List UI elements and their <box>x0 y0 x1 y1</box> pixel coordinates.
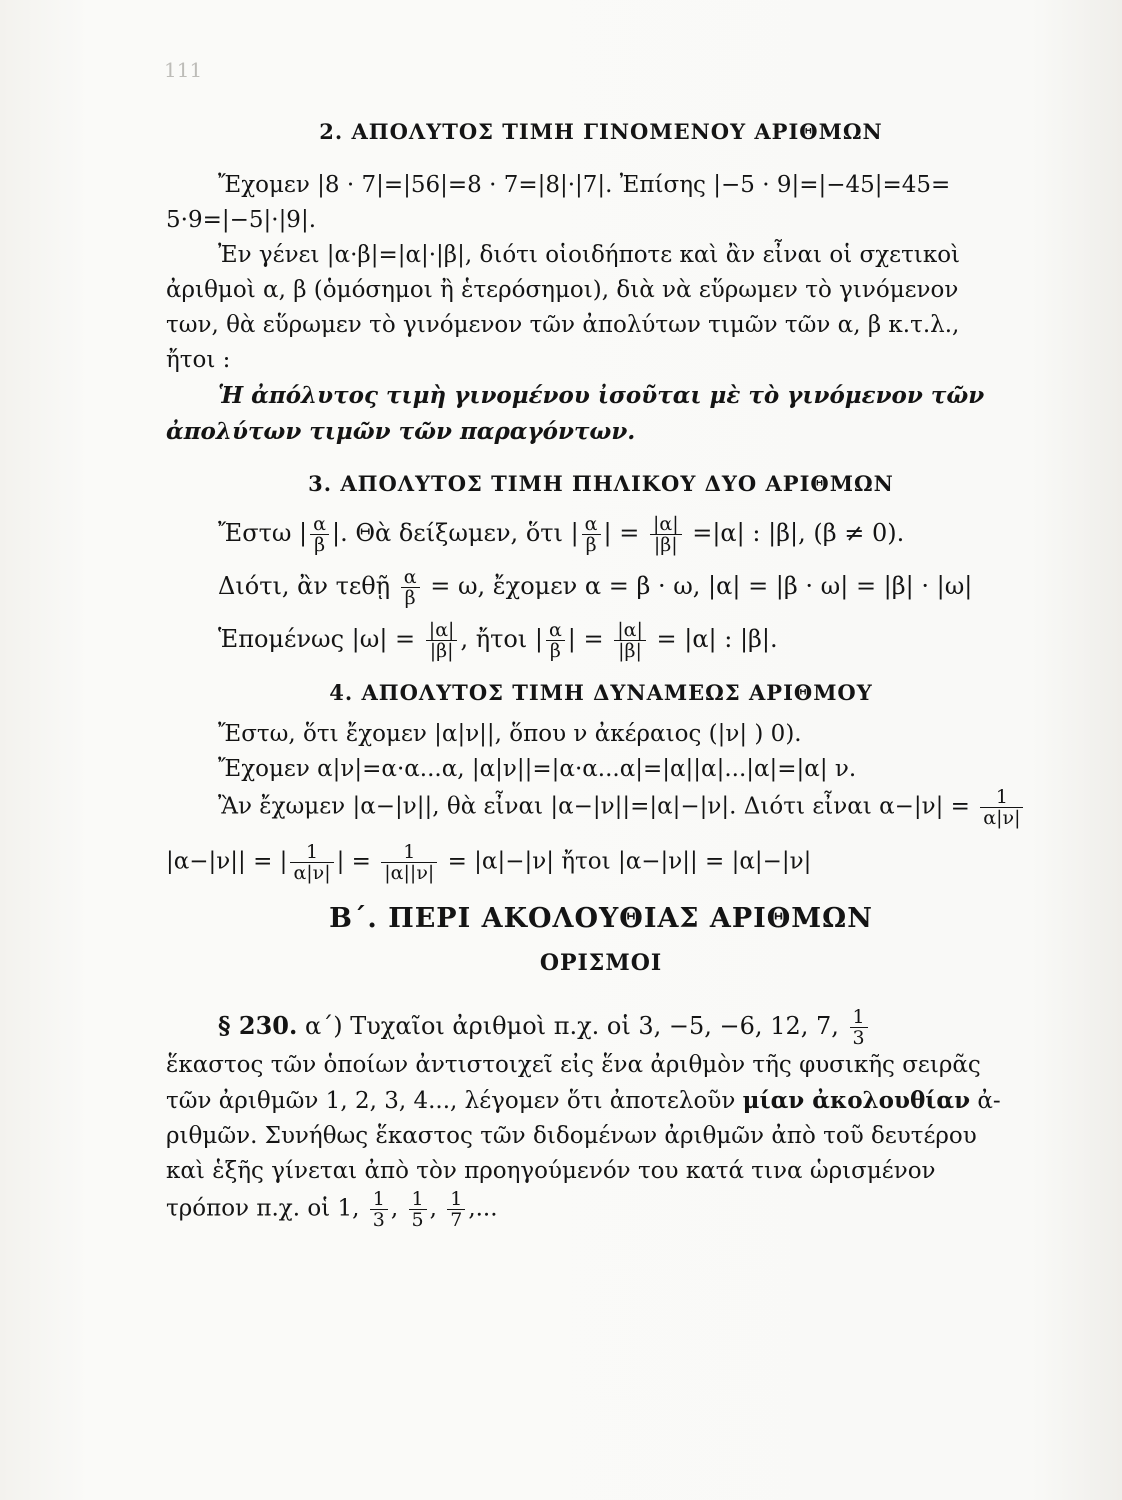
numerator: 1 <box>370 1189 388 1210</box>
fraction <box>614 620 646 661</box>
fraction <box>850 1007 868 1048</box>
fraction <box>546 620 565 661</box>
numerator: |α| <box>426 620 458 641</box>
rule-line: ἀπολύτων τιμῶν τῶν παραγόντων. <box>166 418 636 445</box>
paragraph-number: § 230. <box>218 1011 298 1040</box>
text-line: ἤτοι : <box>166 347 231 373</box>
numerator: α <box>582 514 601 535</box>
fraction <box>290 842 333 883</box>
text: Ἔστω | <box>218 519 308 547</box>
text-line: Ἔχομεν |8 · 7|=|56|=8 · 7=|8|·|7|. Ἐπίσης |−5 · 9|=|−45|=45= <box>218 172 951 198</box>
denominator: α|ν| <box>293 862 331 884</box>
text-line <box>166 1083 1036 1119</box>
fraction <box>447 1189 465 1230</box>
text: τρόπον π.χ. οἱ 1, <box>166 1195 367 1222</box>
denominator: 5 <box>411 1209 424 1231</box>
text: = ω, ἔχομεν α = β · ω, |α| = |β · ω| = |β| · |ω| <box>422 572 973 600</box>
fraction <box>980 787 1023 828</box>
denominator: β <box>314 534 326 556</box>
text-line: Ἐν γένει |α·β|=|α|·|β|, διότι οἱοιδήποτε καὶ ἂν εἶναι οἱ σχετικοὶ <box>218 242 961 268</box>
denominator: |α||ν| <box>384 862 435 884</box>
denominator: β <box>549 640 561 662</box>
fraction <box>401 567 420 608</box>
denominator: 3 <box>852 1027 865 1049</box>
text-line: 5·9=|−5|·|9|. <box>166 207 317 233</box>
text: | = <box>567 625 612 653</box>
formula-line <box>166 620 1036 661</box>
text: ,... <box>468 1195 498 1222</box>
text-line: ἀριθμοὶ α, β (ὁμόσημοι ἢ ἑτερόσημοι), διὰ νὰ εὕρωμεν τὸ γινόμενον <box>166 277 959 303</box>
formula-line <box>166 514 1036 555</box>
fraction <box>310 514 329 555</box>
denominator: |β| <box>653 534 678 556</box>
rule-line: Ἡ ἀπόλυτος τιμὴ γινομένου ἰσοῦται μὲ τὸ γινόμενον τῶν <box>218 382 985 409</box>
numerator: α <box>546 620 565 641</box>
fraction <box>426 620 458 661</box>
text-line: Ἔχομεν α|ν|=α·α...α, |α|ν||=|α·α...α|=|α||α|...|α|=|α| ν. <box>218 756 857 782</box>
text: | = <box>336 848 379 875</box>
numerator: α <box>310 514 329 535</box>
text: ἀ- <box>970 1088 1001 1114</box>
text: τῶν ἀριθμῶν 1, 2, 3, 4..., λέγομεν ὅτι ἀποτελοῦν <box>166 1088 743 1114</box>
term-sequence: μίαν ἀκολουθίαν <box>742 1087 971 1114</box>
denominator: |β| <box>429 640 454 662</box>
text-line: ριθμῶν. Συνήθως ἕκαστος τῶν διδομένων ἀριθμῶν ἀπὸ τοῦ δευτέρου <box>166 1123 977 1149</box>
denominator: |β| <box>618 640 642 662</box>
paragraph-230-line <box>166 1007 1036 1048</box>
text: Διότι, ἂν τεθῇ <box>218 572 398 600</box>
denominator: α|ν| <box>983 807 1021 829</box>
text-line: ἕκαστος τῶν ὁποίων ἀντιστοιχεῖ εἰς ἕνα ἀριθμὸν τῆς φυσικῆς σειρᾶς <box>166 1052 981 1078</box>
numerator: α <box>401 567 420 588</box>
fraction <box>582 514 601 555</box>
numerator: 1 <box>381 842 437 863</box>
fraction <box>409 1189 427 1230</box>
formula-line: τρόπον π.χ. οἱ 1, $\frac{1}{3}$ , $\frac{1}{5}$ , $\frac{1}{7}$ ,... <box>166 1188 498 1231</box>
numerator: 1 <box>850 1007 868 1028</box>
text: = |α|−|ν| ἤτοι |α−|ν|| = |α|−|ν| <box>440 848 812 875</box>
denominator: 3 <box>372 1209 385 1231</box>
page-content <box>166 118 1036 1230</box>
fraction <box>650 514 682 555</box>
formula-line <box>166 842 1036 883</box>
text-line: των, θὰ εὕρωμεν τὸ γινόμενον τῶν ἀπολύτων τιμῶν τῶν α, β κ.τ.λ., <box>166 312 960 338</box>
page-number: 111 <box>164 58 203 82</box>
text-line: Ἔστω, ὅτι ἔχομεν |α|ν||, ὅπου ν ἀκέραιος (|ν| ) 0). <box>218 721 802 747</box>
section-2-title: 2. ΑΠΟΛΥΤΟΣ ΤΙΜΗ ΓΙΝΟΜΕΝΟΥ ΑΡΙΘΜΩΝ <box>319 119 883 144</box>
numerator: 1 <box>980 787 1023 808</box>
numerator: 1 <box>447 1189 465 1210</box>
formula-line <box>166 567 1036 608</box>
text: Ἑπομένως |ω| = <box>218 625 423 653</box>
text: | = <box>603 519 647 547</box>
text: |. Θὰ δείξωμεν, ὅτι | <box>332 519 579 547</box>
fraction <box>370 1189 388 1230</box>
section-4-title: 4. ΑΠΟΛΥΤΟΣ ΤΙΜΗ ΔΥΝΑΜΕΩΣ ΑΡΙΘΜΟΥ <box>329 680 873 705</box>
text: =|α| : |β|, (β ≠ 0). <box>684 519 905 547</box>
denominator: β <box>585 534 597 556</box>
denominator: 7 <box>450 1209 463 1231</box>
text: |α−|ν|| = | <box>166 848 288 875</box>
numerator: 1 <box>290 842 333 863</box>
formula-line <box>166 787 1036 828</box>
chapter-subtitle: ΟΡΙΣΜΟΙ <box>539 950 663 976</box>
text: Ἂν ἔχωμεν |α−|ν||, θὰ εἶναι |α−|ν||=|α|−|ν|. Διότι εἶναι α−|ν| = <box>218 793 978 820</box>
section-3-title: 3. ΑΠΟΛΥΤΟΣ ΤΙΜΗ ΠΗΛΙΚΟΥ ΔΥΟ ΑΡΙΘΜΩΝ <box>308 471 894 496</box>
text-line: καὶ ἑξῆς γίνεται ἀπὸ τὸν προηγούμενόν του κατά τινα ὡρισμένον <box>166 1158 936 1184</box>
denominator: β <box>404 587 416 609</box>
text: α΄) Τυχαῖοι ἀριθμοὶ π.χ. οἱ 3, −5, −6, 12, 7, <box>297 1012 847 1040</box>
text: = |α| : |β|. <box>648 625 778 653</box>
text: , ἤτοι | <box>460 625 543 653</box>
numerator: |α| <box>650 514 682 535</box>
chapter-title: Β΄. ΠΕΡΙ ΑΚΟΛΟΥΘΙΑΣ ΑΡΙΘΜΩΝ <box>329 903 873 934</box>
fraction <box>381 842 437 883</box>
numerator: |α| <box>614 620 646 641</box>
numerator: 1 <box>409 1189 427 1210</box>
